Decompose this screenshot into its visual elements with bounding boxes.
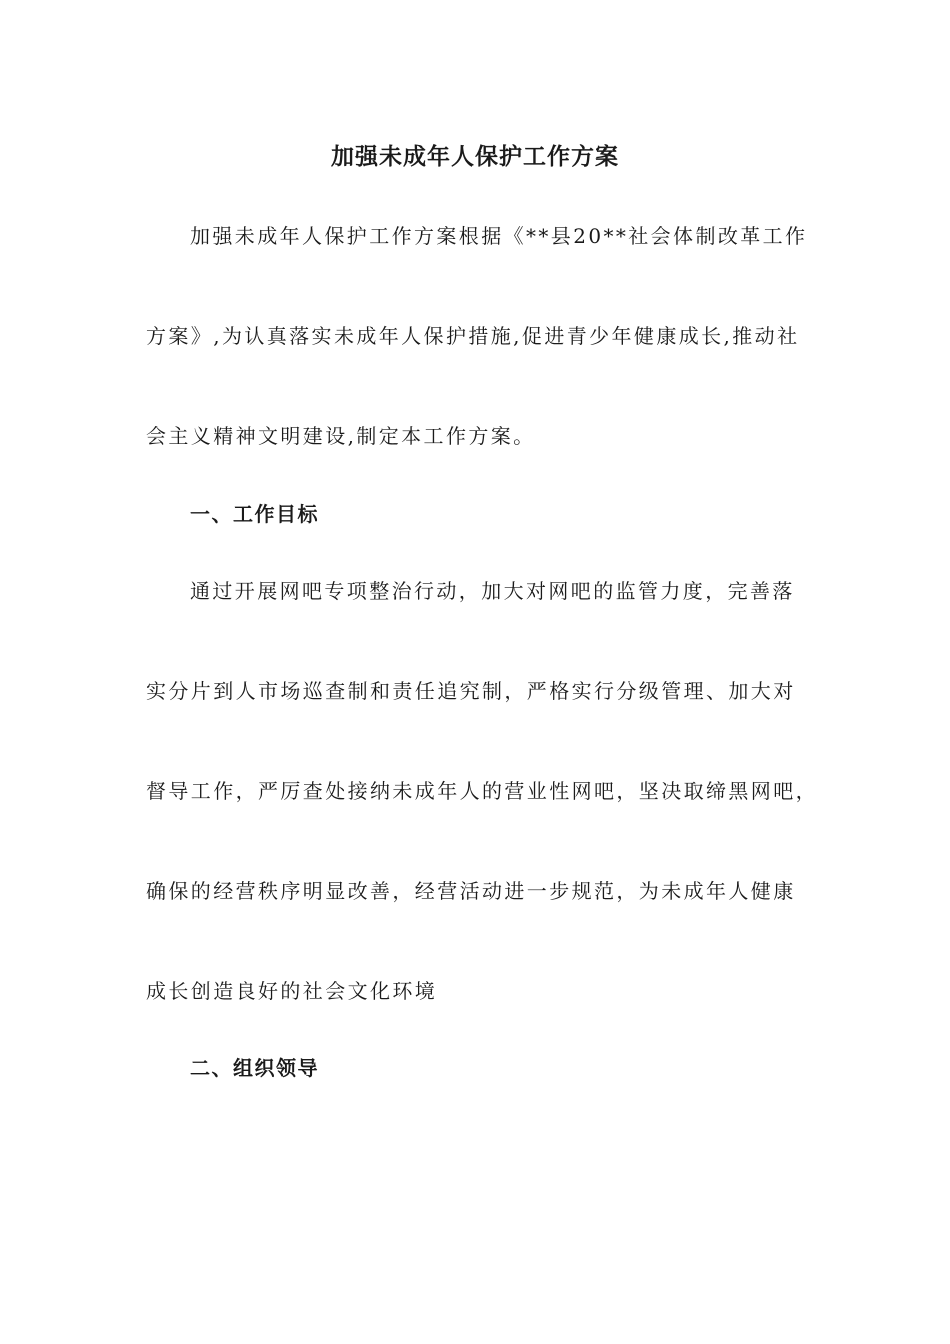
section-1-heading: 一、工作目标	[190, 502, 319, 526]
section-1-line-3: 督导工作，严厉查处接纳未成年人的营业性网吧，坚决取缔黑网吧，	[146, 779, 818, 803]
document-title: 加强未成年人保护工作方案	[331, 144, 619, 170]
section-1-line-4: 确保的经营秩序明显改善，经营活动进一步规范，为未成年人健康	[146, 879, 796, 903]
intro-line-1: 加强未成年人保护工作方案根据《**县20**社会体制改革工作	[190, 224, 808, 248]
section-1-line-2: 实分片到人市场巡查制和责任追究制，严格实行分级管理、加大对	[146, 679, 796, 703]
intro-line-2: 方案》,为认真落实未成年人保护措施,促进青少年健康成长,推动社	[146, 324, 800, 348]
section-2-heading: 二、组织领导	[190, 1056, 319, 1080]
intro-line-3: 会主义精神文明建设,制定本工作方案。	[146, 424, 536, 448]
section-1-line-5: 成长创造良好的社会文化环境	[146, 979, 438, 1003]
section-1-line-1: 通过开展网吧专项整治行动，加大对网吧的监管力度，完善落	[190, 579, 795, 603]
